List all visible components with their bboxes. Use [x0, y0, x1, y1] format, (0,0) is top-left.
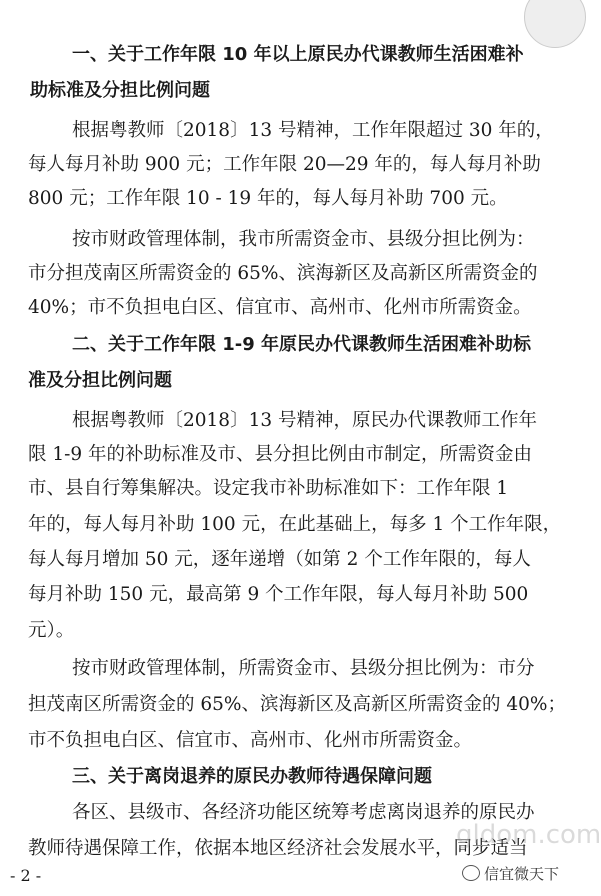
body-text-line: 每人每月补助 900 元；工作年限 20—29 年的，每人每月补助 [28, 154, 541, 175]
section-heading-line: 一、关于工作年限 10 年以上原民办代课教师生活困难补 [72, 44, 524, 65]
watermark: gldom.com [456, 820, 601, 850]
brand-label: 信宜微天下 [484, 865, 560, 883]
body-text-line: 根据粤教师〔2018〕13 号精神，原民办代课教师工作年 [72, 410, 538, 431]
body-text-line: 按市财政管理体制，我市所需资金市、县级分担比例为： [72, 229, 535, 250]
body-text-line: 每月补助 150 元，最高第 9 个工作年限，每人每月补助 500 [28, 584, 529, 605]
body-text-line: 市、县自行筹集解决。设定我市补助标准如下：工作年限 1 [28, 478, 509, 499]
section-heading-line: 准及分担比例问题 [28, 370, 172, 391]
section-heading-line: 三、关于离岗退养的原民办教师待遇保障问题 [72, 766, 432, 787]
body-text-line: 元）。 [28, 620, 75, 641]
body-text-line: 教师待遇保障工作，依据本地区经济社会发展水平，同步适当 [28, 838, 528, 859]
body-text-line: 根据粤教师〔2018〕13 号精神，工作年限超过 30 年的， [72, 120, 554, 141]
body-text-line: 年的，每人每月补助 100 元，在此基础上，每多 1 个工作年限， [28, 514, 562, 535]
body-text-line: 每人每月增加 50 元，逐年递增（如第 2 个工作年限的，每人 [28, 549, 531, 570]
body-text-line: 按市财政管理体制，所需资金市、县级分担比例为：市分 [72, 658, 535, 679]
section-heading-line: 助标准及分担比例问题 [30, 80, 210, 101]
body-text-line: 40%；市不负担电白区、信宜市、高州市、化州市所需资金。 [28, 297, 532, 318]
body-text-line: 担茂南区所需资金的 65%、滨海新区及高新区所需资金的 40%； [28, 694, 567, 715]
body-text-line: 限 1-9 年的补助标准及市、县分担比例由市制定，所需资金由 [28, 444, 533, 465]
body-text-line: 各区、县级市、各经济功能区统筹考虑离岗退养的原民办 [72, 802, 535, 823]
body-text-line: 800 元；工作年限 10 - 19 年的，每人每月补助 700 元。 [28, 188, 508, 209]
body-text-line: 市分担茂南区所需资金的 65%、滨海新区及高新区所需资金的 [28, 263, 538, 284]
page-corner-stamp [524, 0, 586, 48]
section-heading-line: 二、关于工作年限 1-9 年原民办代课教师生活困难补助标 [72, 334, 532, 355]
brand-badge [458, 862, 563, 885]
page-number: - 2 - [10, 866, 42, 885]
wechat-icon [462, 865, 480, 881]
body-text-line: 市不负担电白区、信宜市、高州市、化州市所需资金。 [28, 730, 473, 751]
